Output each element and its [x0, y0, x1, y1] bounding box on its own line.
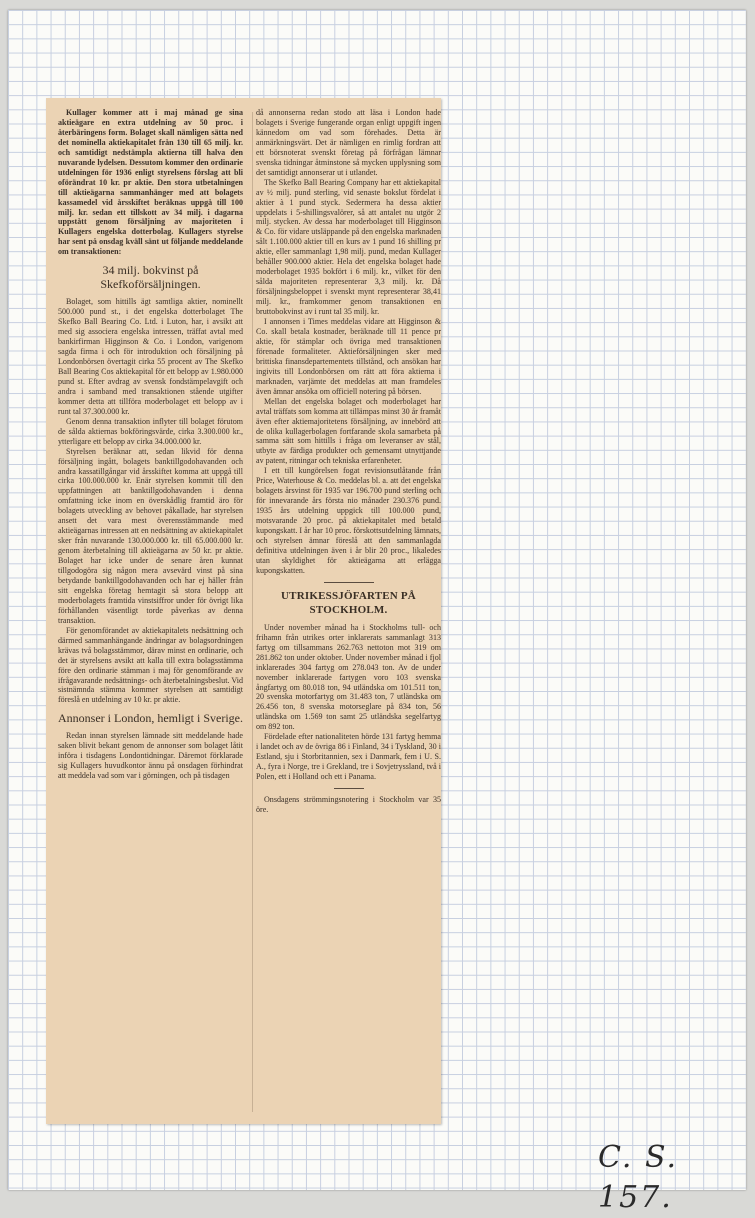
body-paragraph: då annonserna redan stodo att läsa i London hade bolagets i Sverige fungerande organ enligt uppgift ingen kännedom om vad som förehades. Detta är anmärkningsvärt. Det är nämligen en rimlig fordran att ett börsnoterat svenskt företag på förfrågan lämnar svenska tidningar åtminstone så mycken upplysning som det samtidigt annonserar ut i utlandet.	[256, 108, 441, 177]
body-paragraph: Fördelade efter nationaliteten hörde 131 fartyg hemma i landet och av de övriga 86 i Finland, 34 i Tyskland, 30 i Estland, sju i Storbritannien, sex i Danmark, fem i U. S. A., fyra i Norge, tre i Grekland, tre i Sovjetryssland, två i Polen, ett i Holland och ett i Panama.	[256, 732, 441, 782]
column-divider	[252, 112, 253, 1112]
graph-paper-sheet	[8, 10, 746, 1215]
right-column	[256, 108, 441, 1118]
body-paragraph: Bolaget, som hittills ägt samtliga aktier, nominellt 500.000 pund st., i det engelska dotterbolaget The Skefko Ball Bearing Co. Ltd. i Luton, har, i avsikt att med sig associera engelska intressen, träffat avtal med bankirfirman Higginson & Co. i London, varigenom sagda firma i och för introduktion och försäljning på Londonbörsen övertagit cirka 55 procent av The Skefko Ball Bearing Cos aktiekapital för ett belopp av 1.980.000 pund st. Efter avdrag av svensk fondstämpelavgift och andra i samband med transaktionen stående utgifter kommer detta att tillföra moderbolaget ett belopp av i runt tal 37.300.000 kr.	[58, 297, 243, 416]
body-paragraph: För genomförandet av aktiekapitalets nedsättning och därmed sammanhängande ändringar av bolagsordningen krävas två bolagsstämmor, därav minst en ordinarie, och det är styrelsens avsikt att kalla till extra bolagsstämma före den ordinarie stämman i maj för genomförande av ifrågavarande nedsättnings- och återbetalningsbeslut. Vid sistnämnda stämma kommer styrelsen att samtidigt föreslå en utdelning av 10 kr. pr aktie.	[58, 625, 243, 705]
lead-paragraph: Kullager kommer att i maj månad ge sina aktieägare en extra utdelning av 50 proc. i återbäringens form. Bolaget skall nämligen sätta ned det nominella aktiekapitalet från 130 till 65 milj. kr. och samtidigt nedstämpla aktierna till halva den nuvarande lydelsen. Dessutom kommer den ordinarie utdelningen för 1936 enligt styrelsens förslag att bli oförändrat 10 kr. pr aktie. Den stora utbetalningen till aktieägarna sammanhänger med att bolagets kassamedel vid årsskiftet beräknas uppgå till 100 milj. kr. sedan ett tillskott av 34 milj. i dagarna uppstått genom försäljning av majoriteten i Kullagers engelska dotterbolag. Kullagers styrelse har sent på onsdag kväll sänt ut följande meddelande om transaktionen:	[58, 108, 243, 257]
body-paragraph: Mellan det engelska bolaget och moderbolaget har avtal träffats som komma att tillämpas minst 30 år framåt även efter aktiemajoritetens försäljning, av innebörd att de olika kullagerbolagen fortfarande skola samarbeta på samma sätt som hittills i fråga om leveranser av stål, utbyte av färdiga produkter och gemensamt utnyttjande av patent, ritningar och tekniska erfarenheter.	[256, 396, 441, 466]
newspaper-clipping	[46, 98, 441, 1124]
section-rule	[324, 582, 374, 583]
subheading-bokvinst: 34 milj. bokvinst på Skefkoförsäljningen.	[100, 263, 201, 292]
handwritten-annotation: C. S. 157.	[598, 1140, 678, 1215]
subheading-annonser: Annonser i London, hemligt i Sverige.	[58, 711, 243, 726]
left-column	[58, 108, 243, 1118]
body-paragraph: Styrelsen beräknar att, sedan likvid för denna försäljning ingått, bolagets banktillgodohavanden och andra kassatillgångar vid årsskiftet komma att uppgå till cirka 100.000.000 kr. Enär styrelsen kommit till den uppfattningen att banktillgodohavanden i denna omfattning icke inom en överskådlig framtid äro för bolagets utveckling av behovet påkallade, har styrelsen ansett det vara mest överensstämmande med aktieägarnas intressen att en nedsättning av aktiekapitalet sker från nuvarande 130.000.000 kr. till 65.000.000 kr. genom återbetalning till aktieägarna av 50 kr. pr aktie. Bolaget har icke under de senare åren kunnat tillgodogöra sig någon mera avsevärd vinst på sina betydande banktillgodohavanden och har ej häller från sitt engelska företag hemtagit så stora belopp att moderbolagets framtida vinstsiffror under för övrigt lika förhållanden väsentligt torde påverkas av denna transaktion.	[58, 446, 243, 625]
body-paragraph: Under november månad ha i Stockholms tull- och frihamn från utrikes orter inklarerats sammanlagt 313 fartyg om tillsammans 262.763 nettoton mot 319 om 281.862 ton under oktober. Under november månad i fjol inklarerades 304 fartyg om 278.043 ton. Av de under november inklarerade fartygen voro 103 svenska ångfartyg om 80.018 ton, 94 utländska om 101.511 ton, 20 svenska motorfartyg om 31.483 ton, 7 utländska om 26.456 ton, 8 svenska motorseglare på 834 ton, 56 utländska om 1.569 ton samt 25 utländska segelfartyg om 892 ton.	[256, 622, 441, 732]
body-paragraph: Redan innan styrelsen lämnade sitt meddelande hade saken blivit bekant genom de annonser som bolaget låtit införa i tisdagens Londontidningar. Däremot förklarade sig Kullagers huvudkontor ännu på onsdagen förhindrat att meddela vad som var i görningen, och på tisdagen	[58, 731, 243, 781]
body-paragraph: Genom denna transaktion inflyter till bolaget förutom de sålda aktiernas bokföringsvärde, cirka 3.300.000 kr., ytterligare ett belopp av cirka 34.000.000 kr.	[58, 416, 243, 446]
body-paragraph: I annonsen i Times meddelas vidare att Higginson & Co. skall betala kostnader, beräknade till 11 pence pr aktie, för stämplar och övriga med transaktionen förenade formaliteter. Aktieförsäljningen sker med brittiska finansdepartementets tillstånd, och ansökan har ingivits till Londonbörsen om rätt att föra aktierna i marknaden, varjämte det meddelas att man framdeles även ämnar ansöka om officiell notering på börsen.	[256, 317, 441, 396]
headline-utrikessjofarten: UTRIKESSJÖFARTEN PÅ STOCKHOLM.	[281, 589, 416, 616]
body-paragraph: The Skefko Ball Bearing Company har ett aktiekapital av ½ milj. pund sterling, vid senaste bokslut fördelat i aktier à 1 pund styck. Sedermera ha dessa aktier uppdelats i 5-shillingsvalörer, så att antalet nu utgör 2 milj. stycken. Av dessa har moderbolaget till Higginson & Co. för vidare utsläppande på den engelska marknaden sålt 1.100.000 aktier till en kurs av 1 pund 16 shilling pr aktie, eller sammanlagt 1,98 milj. pund, medan Kullager behåller 900.000 aktier. Hela det engelska bolaget hade moderbolaget 1935 bokfört i 6 milj. kr., vilket för den sålda majoriteten representerar 3,3 milj. kr. Då försäljningsbeloppet i svenskt mynt representerar 38,41 milj. kr., framkommer genom transaktionen en bruttobokvinst av i runt tal 35 milj. kr.	[256, 177, 441, 317]
section-rule	[334, 788, 364, 789]
body-paragraph: Onsdagens strömmingsnotering i Stockholm var 35 öre.	[256, 795, 441, 814]
body-paragraph: I ett till kungörelsen fogat revisionsutlåtande från Price, Waterhouse & Co. meddelas bl. a. att det engelska bolagets årsvinst för 1935 var 196.700 pund sterling och för innevarande års första nio månader 230.376 pund. 1935 års utdelning uppgick till 100.000 pund, motsvarande 20 proc. på aktiekapitalet med betald kupongskatt. I år har 10 proc. förskottsutdelning lämnats, och styrelsen ämnar föreslå att den sammanlagda definitiva utdelningen även i år blir 20 proc., likaledes utan skyldighet för aktieägarna att erlägga kupongskatten.	[256, 466, 441, 575]
